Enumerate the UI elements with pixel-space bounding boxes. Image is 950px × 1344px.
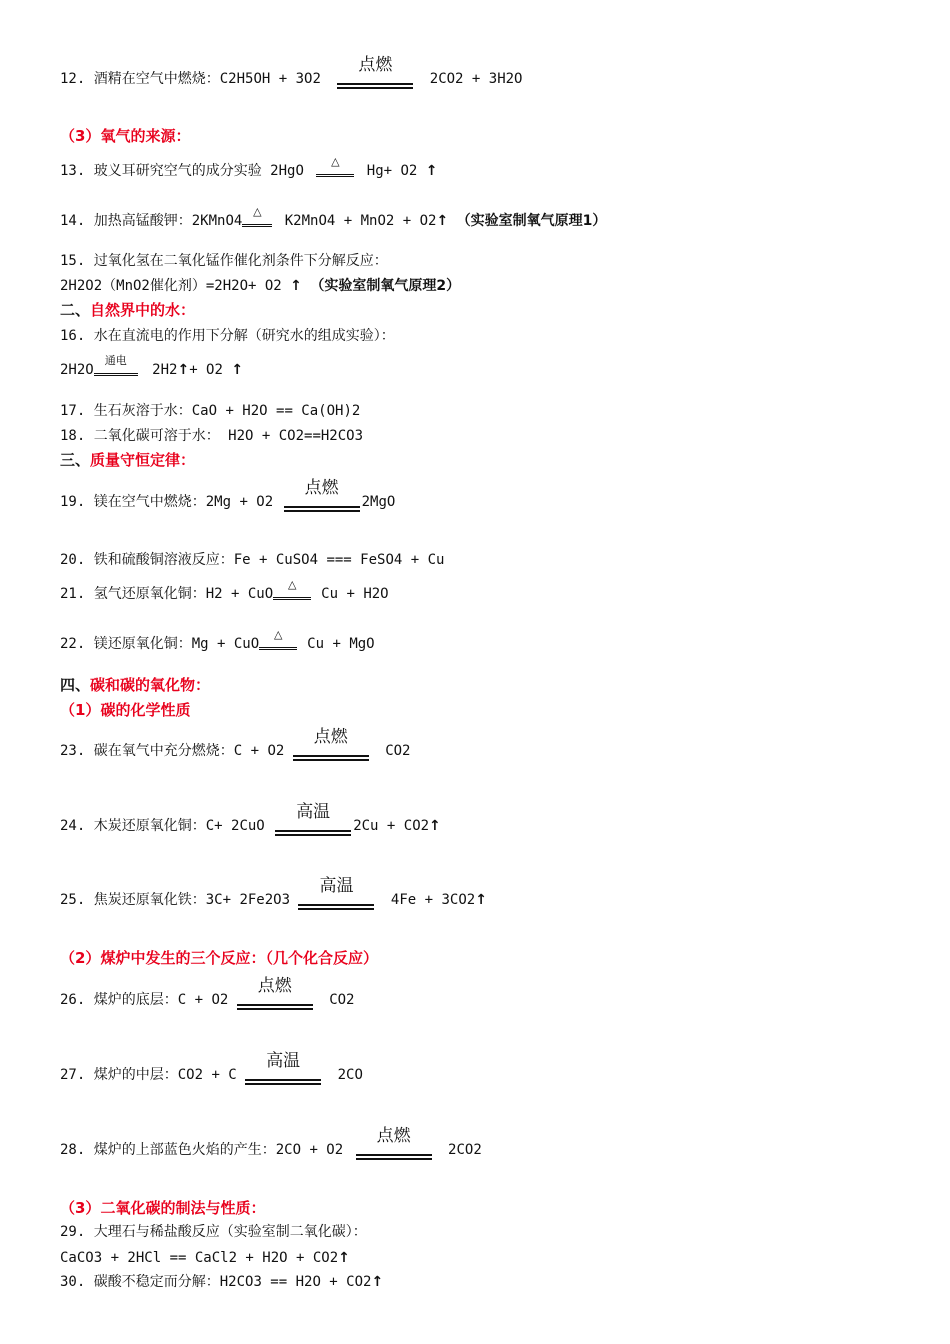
equation-rhs: 2CO2 + 3H2O [429,71,523,87]
equation-23: 23. 碳在氧气中充分燃烧：C + O2 点燃 CO2 [60,727,411,759]
equation-19: 19. 镁在空气中燃烧：2Mg + O2 点燃 2MgO [60,478,396,510]
equation-note: （实验室制氧气原理1） [456,213,607,229]
gas-arrow: ↑ [231,362,244,378]
item-number: 12. [60,71,86,87]
reaction-condition: 高温 [298,890,374,910]
reaction-condition: 高温 [275,816,351,836]
reaction-condition: 点燃 [337,69,413,89]
reaction-condition: △ [242,211,272,231]
equation-note: （实验室制氧气原理2） [310,278,461,294]
gas-arrow: ↑ [425,163,438,179]
gas-arrow: ↑ [371,1274,384,1290]
equation-28: 28. 煤炉的上部蓝色火焰的产生：2CO + O2 点燃 2CO2 [60,1126,482,1158]
equation-25: 25. 焦炭还原氧化铁：3C+ 2Fe2O3 高温 4Fe + 3CO2↑ [60,876,487,908]
equation-13: 13. 玻义耳研究空气的成分实验 2HgO △ Hg+ O2 ↑ [60,155,438,179]
gas-arrow: ↑ [338,1250,350,1266]
equation-description: 酒精在空气中燃烧： [93,71,220,87]
reaction-condition: 点燃 [293,741,369,761]
equation-16-desc: 16. 水在直流电的作用下分解（研究水的组成实验）： [60,328,395,344]
equation-18: 18. 二氧化碳可溶于水： H2O + CO2==H2CO3 [60,428,364,444]
gas-arrow: ↑ [475,892,487,908]
equation-29-desc: 29. 大理石与稀盐酸反应（实验室制二氧化碳）： [60,1224,367,1240]
equation-14: 14. 加热高锰酸钾：2KMnO4 △ K2MnO4 + MnO2 + O2↑ （实验室制氧气原理1） [60,205,607,229]
equation-12 [60,55,523,89]
equation-29: CaCO3 + 2HCl == CaCl2 + H2O + CO2↑ [60,1250,350,1266]
equation-16: 2H2O 通电 2H2↑+ O2 ↑ [60,354,244,378]
section-heading-water: 二、自然界中的水： [60,301,196,319]
reaction-condition: △ [316,161,354,181]
equation-21: 21. 氢气还原氧化铜：H2 + CuO △ Cu + H2O [60,578,389,602]
equation-17: 17. 生石灰溶于水：CaO + H2O == Ca(OH)2 [60,403,361,419]
equation-27: 27. 煤炉的中层：CO2 + C 高温 2CO [60,1051,363,1083]
reaction-condition: △ [259,634,297,654]
gas-arrow: ↑ [436,213,449,229]
reaction-condition: 点燃 [284,492,360,512]
equation-22: 22. 镁还原氧化铜：Mg + CuO △ Cu + MgO [60,628,375,652]
reaction-condition: △ [273,584,311,604]
reaction-condition: 点燃 [237,990,313,1010]
reaction-condition: 通电 [94,360,138,380]
gas-arrow: ↑ [290,278,302,294]
section-heading-carbon: 四、碳和碳的氧化物： [60,676,211,694]
equation-15-desc: 15. 过氧化氢在二氧化锰作催化剂条件下分解反应： [60,253,388,269]
equation-20: 20. 铁和硫酸铜溶液反应：Fe + CuSO4 === FeSO4 + Cu [60,552,445,568]
section-heading-oxygen-source: （3）氧气的来源： [60,127,191,145]
equation-lhs: C2H5OH + 3O2 [219,71,321,87]
subheading-carbon-properties: （1）碳的化学性质 [60,701,191,719]
equation-30: 30. 碳酸不稳定而分解：H2CO3 == H2O + CO2↑ [60,1274,384,1290]
equation-26: 26. 煤炉的底层：C + O2 点燃 CO2 [60,976,355,1008]
reaction-condition: 高温 [245,1065,321,1085]
section-heading-conservation: 三、质量守恒定律： [60,451,196,469]
gas-arrow: ↑ [429,818,441,834]
equation-15: 2H2O2（MnO2催化剂）=2H2O+ O2 ↑ （实验室制氧气原理2） [60,278,461,294]
subheading-co2: （3）二氧化碳的制法与性质： [60,1199,266,1217]
gas-arrow: ↑ [177,362,190,378]
subheading-stove-reactions: （2）煤炉中发生的三个反应：（几个化合反应） [60,949,378,967]
reaction-condition: 点燃 [356,1140,432,1160]
equation-24: 24. 木炭还原氧化铜：C+ 2CuO 高温 2Cu + CO2↑ [60,802,441,834]
